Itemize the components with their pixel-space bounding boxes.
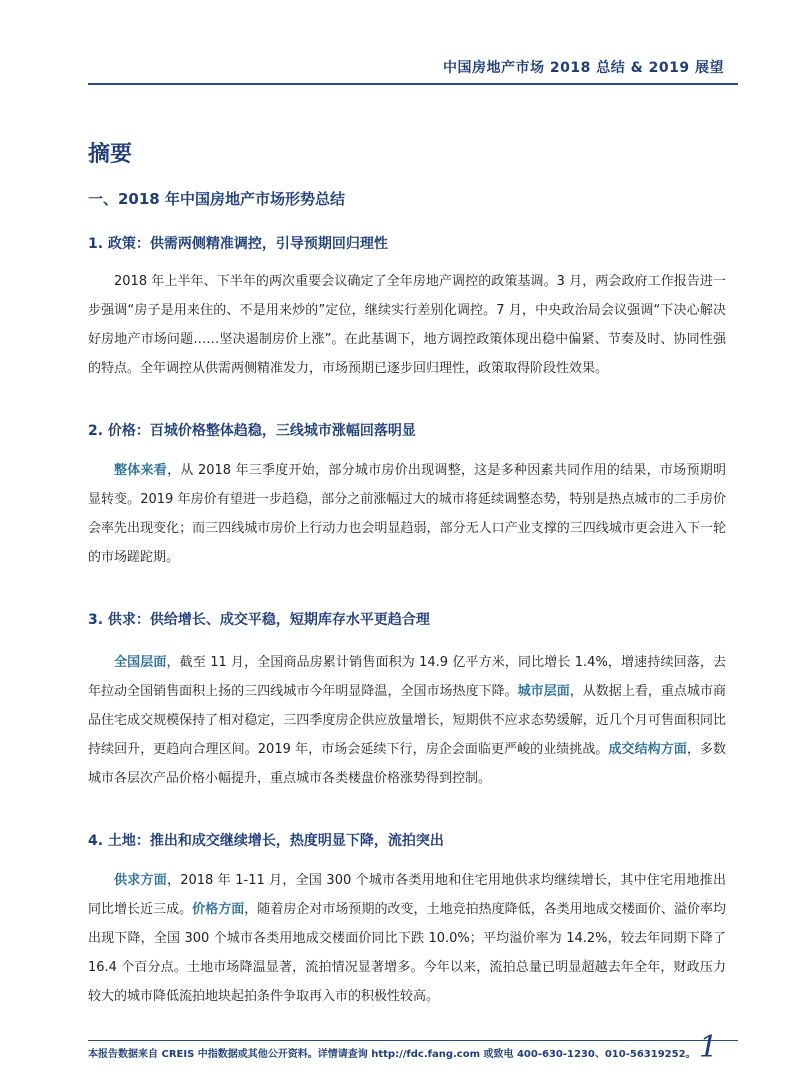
page-title: 摘要: [88, 142, 133, 167]
page-number: 1: [698, 1030, 718, 1065]
subsection-policy-heading: 1. 政策：供需两侧精准调控，引导预期回归理性: [88, 236, 388, 252]
supply-paragraph: [88, 648, 726, 793]
land-text-supply: ，2018 年 1-11 月，全国 300 个城市各类用地和住宅用地供求均继续增长，其中住宅用地推出同比增长近三成。: [88, 873, 726, 917]
supply-lead-national: 全国层面: [114, 655, 167, 670]
policy-text: 2018 年上半年、下半年的两次重要会议确定了全年房地产调控的政策基调。3 月，两会政府工作报告进一步强调“房子是用来住的、不是用来炒的”定位，继续实行差别化调控。7 月，中央政治局会议强调“下决心解决好房地产市场问题……坚决遏制房价上涨”。在此基调下，地方调控政策体现出稳中偏紧、节奏及时、协同性强的特点。全年调控从供需两侧精准发力，市场预期已逐步回归理性，政策取得阶段性效果。: [88, 274, 726, 376]
supply-text-national: ，截至 11 月，全国商品房累计销售面积为 14.9 亿平方米，同比增长 1.4%，增速持续回落，去年拉动全国销售面积上扬的三四线城市今年明显降温，全国市场热度下降。: [88, 655, 726, 699]
subsection-land-heading: 4. 土地：推出和成交继续增长，热度明显下降，流拍突出: [88, 833, 444, 849]
supply-lead-city: 城市层面: [517, 684, 570, 699]
footer-source-note: 本报告数据来自 CREIS 中指数据或其他公开资料。详情请查询 http://fdc.fang.com 或致电 400-630-1230、010-56319252。: [88, 1049, 696, 1060]
footer-divider: [88, 1040, 738, 1041]
section-heading: 一、2018 年中国房地产市场形势总结: [88, 190, 345, 208]
supply-text-city: ，从数据上看，重点城市商品住宅成交规模保持了相对稳定，三四季度房企供应放量增长，短期供不应求态势缓解，近几个月可售面积同比持续回升，更趋向合理区间。2019 年，市场会延续下行，房企会面临更严峻的业绩挑战。: [88, 684, 726, 757]
price-text: ，从 2018 年三季度开始，部分城市房价出现调整，这是多种因素共同作用的结果，市场预期明显转变。2019 年房价有望进一步趋稳，部分之前涨幅过大的城市将延续调整态势，特别是热点城市的二手房价会率先出现变化；而三四线城市房价上行动力也会明显趋弱，部分无人口产业支撑的三四线城市更会进入下一轮的市场蹉跎期。: [88, 463, 726, 565]
supply-text-structure: ，多数城市各层次产品价格小幅提升，重点城市各类楼盘价格涨势得到控制。: [88, 742, 726, 786]
policy-paragraph: [88, 267, 726, 383]
report-header-title: 中国房地产市场 2018 总结 & 2019 展望: [442, 60, 724, 76]
land-lead-supply: 供求方面: [114, 873, 167, 888]
price-lead: 整体来看: [114, 463, 168, 478]
subsection-supply-heading: 3. 供求：供给增长、成交平稳，短期库存水平更趋合理: [88, 612, 430, 628]
price-paragraph: [88, 456, 726, 572]
land-lead-price: 价格方面: [192, 902, 245, 917]
subsection-price-heading: 2. 价格：百城价格整体趋稳，三线城市涨幅回落明显: [88, 423, 416, 439]
land-paragraph: [88, 866, 726, 1011]
supply-lead-structure: 成交结构方面: [608, 742, 687, 757]
land-text-price: ，随着房企对市场预期的改变，土地竞拍热度降低，各类用地成交楼面价、溢价率均出现下降，全国 300 个城市各类用地成交楼面价同比下跌 10.0%；平均溢价率为 14.2%，较去年同期下降了 16.4 个百分点。土地市场降温显著，流拍情况显著增多。今年以来，流拍总量已明显超越去年全年，财政压力较大的城市降低流拍地块起拍条件争取再入市的积极性较高。: [88, 902, 726, 1004]
header-divider: [88, 83, 738, 85]
